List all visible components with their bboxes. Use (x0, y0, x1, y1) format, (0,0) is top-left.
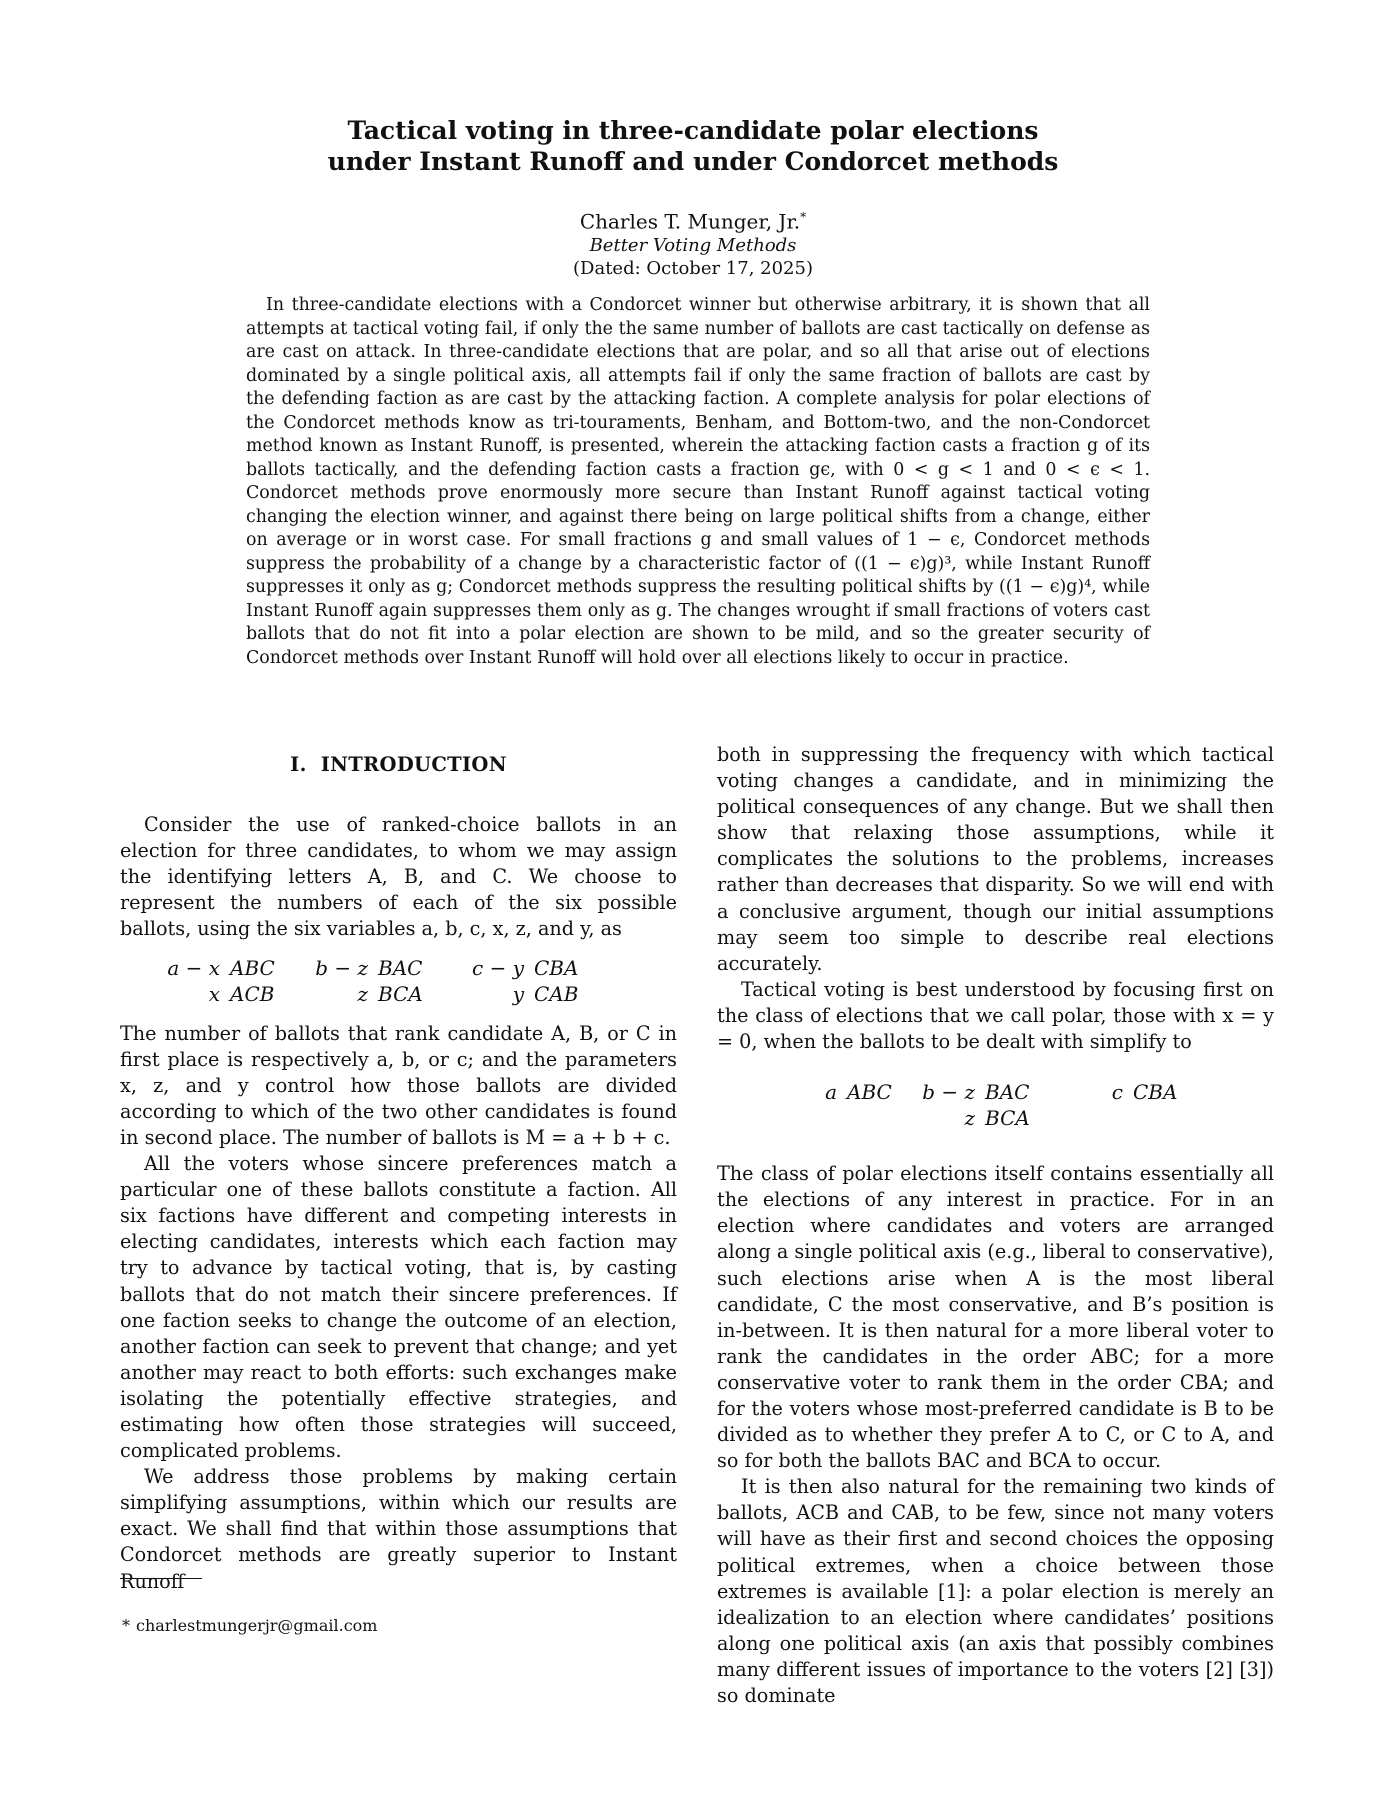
ballot-count: x (208, 981, 220, 1006)
footnote-marker: * (122, 1616, 130, 1635)
intro-paragraph-4: We address those problems by making certain simplifying assumptions, within which our results are exact. We shall find that within those assumptions that Condorcet methods are greatly superior to Instant Runoff (120, 1465, 677, 1593)
ballot-count: c − y (472, 955, 524, 980)
abstract-text: In three-candidate elections with a Condorcet winner but otherwise arbitrary, it is shown that all attempts at tactical voting fail, if only the the same number of ballots are cast tactically on defense as are cast on attack. In three-candidate elections that are polar, and so all that arise out of elections dominated by a single political axis, all attempts fail if only the same fraction of ballots are cast by the defending faction as are cast by the attacking faction. A complete analysis for polar elections of the Condorcet methods know as tri-touraments, Benham, and Bottom-two, and the non-Condorcet method known as Instant Runoff, is presented, wherein the attacking faction casts a fraction g of its ballots tactically, and the defending faction casts a fraction gϵ, with 0 < g < 1 and 0 < ϵ < 1. Condorcet methods prove enormously more secure than Instant Runoff against tactical voting changing the election winner, and against there being on large political shifts from a change, either on average or in worst case. For small fractions g and small values of 1 − ϵ, Condorcet methods suppress the probability of a change by a characteristic factor of ((1 − ϵ)g)³, while Instant Runoff suppresses it only as g; Condorcet methods suppress the resulting political shifts by ((1 − ϵ)g)⁴, while Instant Runoff again suppresses them only as g. The changes wrought if small fractions of voters cast ballots that do not fit into a polar election are shown to be mild, and so the greater security of Condorcet methods over Instant Runoff will hold over all elections likely to occur in practice. (246, 295, 1150, 668)
ballot-order: ABC (230, 955, 275, 980)
intro-paragraph-8: It is then also natural for the remaining two kinds of ballots, ACB and CAB, to be few, since not many voters will have as their first and second choices the opposing political extremes, when a choice between those extremes is available [1]: a polar election is merely an idealization to an election where candidates’ positions along one political axis (an axis that possibly combines many different issues of importance to the voters [2] [3]) so dominate (717, 1475, 1274, 1707)
ballot-count: y (512, 981, 524, 1006)
footnote (122, 1616, 377, 1636)
author-block (0, 205, 1386, 281)
ballot-order (847, 1105, 917, 1131)
ballot-order: ABC (847, 1080, 892, 1105)
ballot-order (1133, 1105, 1213, 1131)
author-affiliation: Better Voting Methods (589, 234, 797, 256)
ballot-order: BCA (985, 1106, 1030, 1131)
author-footnote-marker[interactable]: * (800, 210, 807, 224)
ballot-order: CBA (1133, 1080, 1178, 1105)
abstract (246, 294, 1150, 670)
intro-paragraph-1: Consider the use of ranked-choice ballots in an election for three candidates, to whom we may assign the identifying letters A, B, and C. We choose to represent the numbers of each of the six possible ballots, using the six variables a, b, c, x, z, and y, as (120, 813, 677, 941)
section-title: INTRODUCTION (320, 753, 507, 776)
ballot-count: z (964, 1106, 975, 1131)
ballot-count: z (357, 981, 368, 1006)
intro-paragraph-2: The number of ballots that rank candidate A, B, or C in first place is respectively a, b, or c; and the parameters x, z, and y control how those ballots are divided according to which of the two other candidates is found in second place. The number of ballots is M = a + b + c. (120, 1021, 677, 1149)
ballot-count: a − x (167, 955, 220, 980)
right-column (717, 742, 1274, 1709)
ballot-count (797, 1105, 847, 1131)
ballot-order: ACB (230, 981, 275, 1006)
title-line-1: Tactical voting in three-candidate polar elections (347, 116, 1039, 145)
author-name (0, 205, 1386, 234)
ballot-table-polar (717, 1079, 1274, 1131)
section-heading-introduction (120, 752, 677, 778)
title-line-2: under Instant Runoff and under Condorcet methods (327, 147, 1059, 176)
ballot-count: c (1111, 1080, 1123, 1105)
section-number: I. (290, 753, 307, 776)
ballot-order: BAC (378, 955, 423, 980)
ballot-order: BAC (985, 1080, 1030, 1105)
ballot-table-general (120, 955, 677, 1007)
ballot-count: b − z (315, 955, 368, 980)
intro-paragraph-3: All the voters whose sincere preferences match a particular one of these ballots constitute a faction. All six factions have different and competing interests in electing candidates, interests which each faction may try to advance by tactical voting, that is, by casting ballots that do not match their sincere preferences. If one faction seeks to change the outcome of an election, another faction can seek to prevent that change; and yet another may react to both efforts: such exchanges make isolating the potentially effective strategies, and estimating how often those strategies will succeed, complicated problems. (120, 1152, 677, 1463)
intro-paragraph-7: The class of polar elections itself contains essentially all the elections of any interest in practice. For in an election where candidates and voters are arranged along a single political axis (e.g., liberal to conservative), such elections arise when A is the most liberal candidate, C the most conservative, and B’s position is in-between. It is then natural for a more liberal voter to rank the candidates in the order ABC; for a more conservative voter to rank them in the order CBA; and for the voters whose most-preferred candidate is B to be divided as to whether they prefer A to C, or C to A, and so for both the ballots BAC and BCA to occur. (717, 1162, 1274, 1473)
ballot-order: CAB (534, 981, 579, 1006)
left-column (120, 740, 677, 1595)
ballot-order: CBA (534, 955, 579, 980)
ballot-order: BCA (378, 981, 423, 1006)
footnote-rule (120, 1578, 202, 1579)
paper-date: (Dated: October 17, 2025) (573, 257, 813, 279)
intro-paragraph-6: Tactical voting is best understood by focusing first on the class of elections that we call polar, those with x = y = 0, when the ballots to be dealt with simplify to (717, 977, 1274, 1054)
author-name-text: Charles T. Munger, Jr. (579, 209, 801, 234)
ballot-count: a (825, 1080, 837, 1105)
ballot-count (1063, 1105, 1133, 1131)
footnote-email[interactable]: charlestmungerjr@gmail.com (136, 1616, 378, 1635)
paper-title (0, 115, 1386, 177)
intro-paragraph-5: both in suppressing the frequency with which tactical voting changes a candidate, and in minimizing the political consequences of any change. But we shall then show that relaxing those assumptions, while it complicates the solutions to the problems, increases rather than decreases that disparity. So we will end with a conclusive argument, though our initial assumptions may seem too simple to describe real elections accurately. (717, 743, 1274, 975)
ballot-count: b − z (922, 1080, 975, 1105)
